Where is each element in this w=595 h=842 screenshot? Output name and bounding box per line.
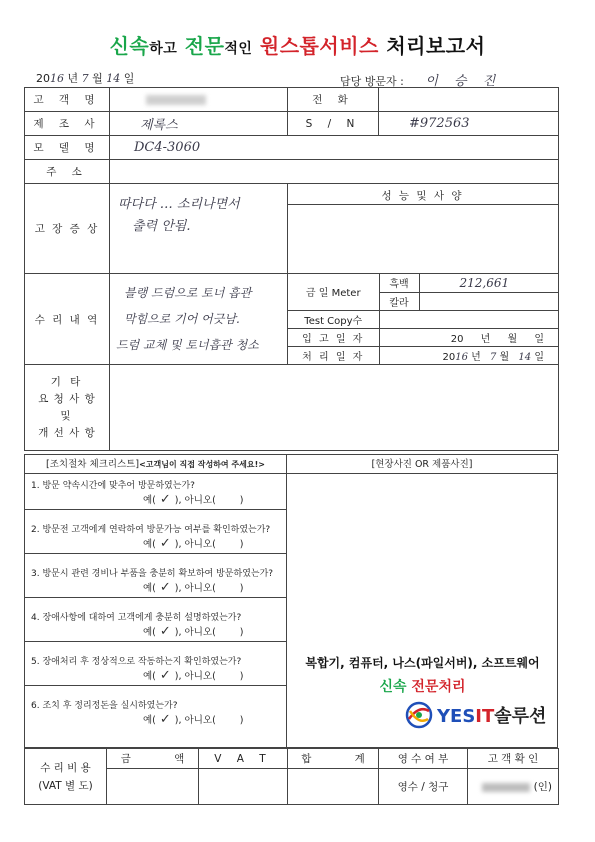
date-year-label: 년 xyxy=(67,72,79,85)
other-label-4: 개 선 사 항 xyxy=(38,426,96,439)
close-paren: ) xyxy=(239,671,244,682)
question-1: 1. 방문 약속시간에 맞추어 방문하였는가? xyxy=(31,481,195,491)
cost-label-1: 수 리 비 용 xyxy=(40,761,91,774)
title-word-expert: 전문 xyxy=(184,34,225,58)
checklist-title: [조치절차 체크리스트] xyxy=(46,459,140,470)
model-label: 모 델 명 xyxy=(25,136,110,160)
photo-area xyxy=(287,454,558,748)
answer-3[interactable] xyxy=(25,579,286,598)
yes-label: 예( xyxy=(143,671,156,682)
symptom-line-2: 출력 안됨. xyxy=(132,219,191,234)
customer-signature[interactable] xyxy=(468,769,559,805)
date-month[interactable]: 7 xyxy=(81,72,89,85)
other-value[interactable] xyxy=(110,365,559,451)
proc-date-value[interactable] xyxy=(379,346,558,364)
maker-label: 제 조 사 xyxy=(25,112,110,136)
in-date-label: 입 고 일 자 xyxy=(288,328,379,346)
visitor-label: 담당 방문자 : xyxy=(340,75,404,88)
signature-blurred xyxy=(482,783,530,792)
no-label: ), 아니오( xyxy=(174,715,216,726)
test-copy-value[interactable] xyxy=(379,310,558,328)
bw-value[interactable]: 212,661 xyxy=(419,274,558,292)
proc-year-label: 년 xyxy=(471,351,481,363)
proc-month: 7 xyxy=(489,351,497,363)
date-prefix: 20 xyxy=(36,72,50,85)
question-2: 2. 방문전 고객에게 연락하여 방문가능 여부를 확인하였는가? xyxy=(31,525,271,535)
no-label: ), 아니오( xyxy=(174,539,216,550)
yes-label: 예( xyxy=(143,715,156,726)
customer-blurred xyxy=(146,95,206,105)
proc-year: 16 xyxy=(455,351,468,363)
close-paren: ) xyxy=(239,495,244,506)
proc-month-label: 월 xyxy=(499,351,510,363)
checklist-item-6 xyxy=(25,686,286,729)
cost-label-2: (VAT 별 도) xyxy=(38,779,93,792)
checklist-subtitle: <고객님이 직접 작성하여 주세요!> xyxy=(139,460,265,469)
model-value[interactable]: DC4-3060 xyxy=(110,136,559,160)
logo-yes: YES xyxy=(437,706,476,727)
check-mark-icon[interactable]: ✓ xyxy=(159,536,171,551)
proc-prefix: 20 xyxy=(442,351,456,363)
receipt-value[interactable]: 영수 / 청구 xyxy=(379,769,468,805)
yes-label: 예( xyxy=(143,495,156,506)
cost-label xyxy=(25,749,107,805)
vat-value[interactable] xyxy=(199,769,288,805)
repair-line-3: 드럼 교체 및 토너흡관 청소 xyxy=(116,338,259,352)
promo-services: 복합기, 컴퓨터, 나스(파일서버), 소프트웨어 xyxy=(305,656,540,670)
no-label: ), 아니오( xyxy=(174,627,216,638)
meter-label: 금 일 Meter xyxy=(288,274,379,310)
phone-value[interactable] xyxy=(379,88,559,112)
color-value[interactable] xyxy=(419,292,558,310)
amount-value[interactable] xyxy=(107,769,199,805)
report-date xyxy=(36,70,134,86)
repair-value[interactable] xyxy=(110,274,288,365)
date-day[interactable]: 14 xyxy=(106,72,121,85)
symptom-value[interactable] xyxy=(110,184,288,274)
answer-1[interactable] xyxy=(25,491,286,510)
yes-label: 예( xyxy=(143,627,156,638)
checklist-item-1 xyxy=(25,474,286,510)
check-mark-icon[interactable]: ✓ xyxy=(159,624,171,639)
customer-value[interactable] xyxy=(110,88,288,112)
title-word-fast: 신속 xyxy=(109,34,150,58)
address-value[interactable] xyxy=(110,160,559,184)
promo-slogan-fast: 신속 xyxy=(379,679,407,695)
symptom-label: 고 장 증 상 xyxy=(25,184,110,274)
promo-slogan-expert: 전문처리 xyxy=(411,679,466,695)
checklist-header xyxy=(25,454,286,474)
total-value[interactable] xyxy=(288,769,379,805)
spec-detail-table xyxy=(288,274,558,364)
amount-header: 금 액 xyxy=(107,749,199,769)
repair-line-2: 막힘으로 기어 어긋남. xyxy=(124,312,240,326)
close-paren: ) xyxy=(239,539,244,550)
cost-table xyxy=(24,748,559,805)
repair-label: 수 리 내 역 xyxy=(25,274,110,365)
no-label: ), 아니오( xyxy=(174,671,216,682)
checklist-item-2 xyxy=(25,510,286,554)
address-label: 주 소 xyxy=(25,160,110,184)
check-mark-icon[interactable]: ✓ xyxy=(159,580,171,595)
seal-mark: (인) xyxy=(533,781,552,793)
logo-text xyxy=(437,702,546,728)
logo-it: IT xyxy=(475,706,495,727)
checklist-item-3 xyxy=(25,554,286,598)
symptom-line-1: 따다다 … 소리나면서 xyxy=(118,197,240,212)
check-mark-icon[interactable]: ✓ xyxy=(159,668,171,683)
title-word-ic: 적인 xyxy=(224,41,253,57)
spec-detail-area xyxy=(288,274,559,365)
question-6: 6. 조치 후 정리정돈을 실시하였는가? xyxy=(31,701,178,711)
question-5: 5. 장애처리 후 정상적으로 작동하는지 확인하였는가? xyxy=(31,657,242,667)
close-paren: ) xyxy=(239,715,244,726)
answer-6[interactable] xyxy=(25,711,286,729)
proc-day: 14 xyxy=(518,351,532,363)
photo-header: [현장사진 OR 제품사진] xyxy=(287,454,557,474)
date-month-label: 월 xyxy=(92,72,103,85)
title-word-and: 하고 xyxy=(149,41,178,57)
proc-date-label: 처 리 일 자 xyxy=(288,346,379,364)
globe-icon xyxy=(405,701,433,729)
test-copy-label: Test Copy수 xyxy=(288,310,379,328)
promo-slogan xyxy=(287,676,558,696)
checklist-item-5 xyxy=(25,642,286,686)
yesit-logo xyxy=(405,700,546,730)
logo-solution: 솔루션 xyxy=(494,706,547,727)
spec-header: 성 능 및 사 양 xyxy=(287,188,558,205)
answer-4[interactable] xyxy=(25,623,286,642)
visitor-name[interactable]: 이 승 진 xyxy=(425,74,502,89)
answer-5[interactable] xyxy=(25,667,286,686)
other-label-2: 요 청 사 항 xyxy=(38,392,96,405)
other-label-3: 및 xyxy=(60,409,74,422)
phone-label: 전 화 xyxy=(288,88,379,112)
question-3: 3. 방문시 관련 경비나 부품을 충분히 확보하여 방문하였는가? xyxy=(31,569,274,579)
report-title xyxy=(0,30,595,59)
date-day-label: 일 xyxy=(123,72,135,85)
in-date-value[interactable]: 20 년 월 일 xyxy=(379,328,558,346)
customer-label: 고 객 명 xyxy=(25,88,110,112)
no-label: ), 아니오( xyxy=(174,583,216,594)
other-label xyxy=(25,365,110,451)
answer-2[interactable] xyxy=(25,535,286,554)
yes-label: 예( xyxy=(143,539,156,550)
proc-day-label: 일 xyxy=(534,351,544,363)
maker-value[interactable]: 제록스 xyxy=(110,112,288,136)
question-4: 4. 장애사항에 대하여 고객에게 충분히 설명하였는가? xyxy=(31,613,242,623)
bw-label: 흑백 xyxy=(379,274,419,292)
checklist xyxy=(24,454,287,748)
sn-label: S / N xyxy=(288,112,379,136)
confirm-header: 고 객 확 인 xyxy=(468,749,559,769)
check-mark-icon[interactable]: ✓ xyxy=(159,712,171,727)
check-mark-icon[interactable]: ✓ xyxy=(159,492,171,507)
other-label-1: 기 타 xyxy=(50,375,84,388)
receipt-header: 영 수 여 부 xyxy=(379,749,468,769)
color-label: 칼라 xyxy=(379,292,419,310)
no-label: ), 아니오( xyxy=(174,495,216,506)
title-word-onestop: 원스톱서비스 xyxy=(259,34,379,58)
yes-label: 예( xyxy=(143,583,156,594)
checklist-item-4 xyxy=(25,598,286,642)
sn-value[interactable]: #972563 xyxy=(379,112,559,136)
spec-box xyxy=(287,188,558,278)
close-paren: ) xyxy=(239,583,244,594)
date-year[interactable]: 16 xyxy=(50,72,64,85)
total-header: 합 계 xyxy=(288,749,379,769)
vat-header: V A T xyxy=(199,749,288,769)
repair-line-1: 블랭 드럼으로 토너 흡관 xyxy=(124,286,252,300)
close-paren: ) xyxy=(239,627,244,638)
title-word-report: 처리보고서 xyxy=(386,34,486,58)
